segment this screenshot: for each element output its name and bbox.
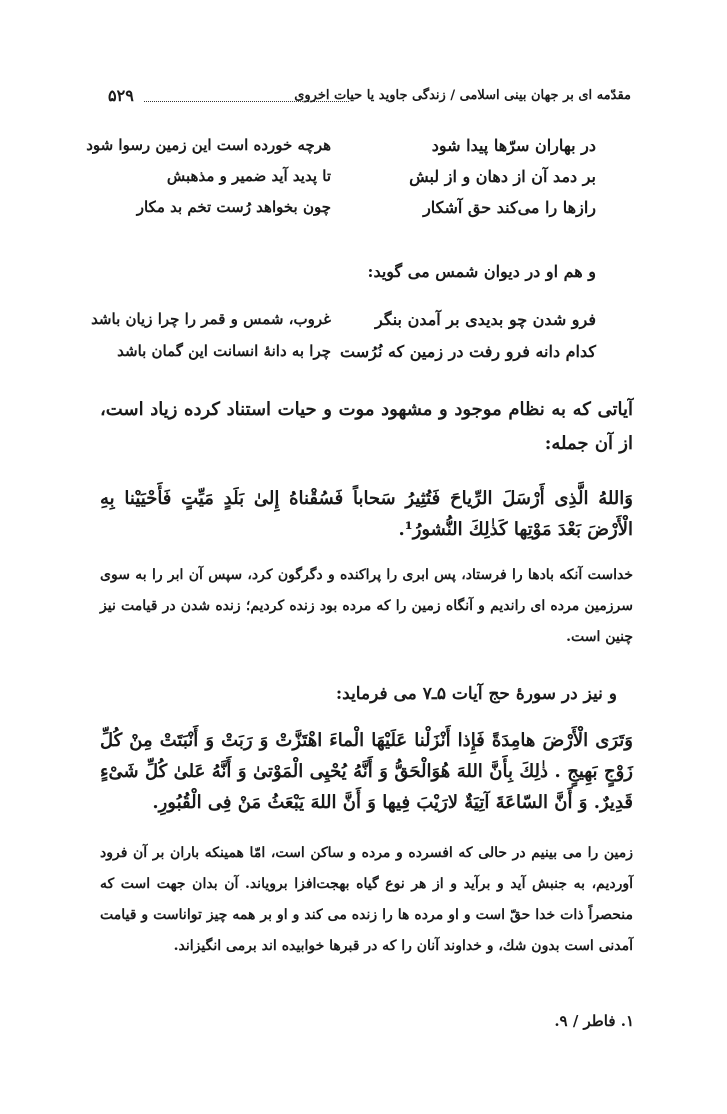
running-header-title: مقدّمه ای بر جهان بینی اسلامی / زندگی جاوید یا حیات اخروی [294,88,631,103]
poem-2-hemistich-2: چرا به دانهٔ انسانت این گمان باشد [117,342,331,360]
verse-hajj-translation: زمین را می بینیم در حالی که افسرده و مرده و ساکن است، امّا همینکه باران بر آن فرود آوردیم، به جنبش آید و برآید و از هر نوع گیاه بهجت‌افزا برویاند. آن بدان جهت است که منحصراً ذات خدا حقّ است و او مرده ها را زنده می کند و او بر همه چیز تواناست و قیامت آمدنی است بدون شك، و خداوند آنان را که در قبرها خوابیده اند برمی انگیزاند. [100,845,633,954]
poem-1-couplet-3 [110,198,596,228]
poem-1 [86,136,596,231]
poem-2 [91,310,596,372]
poem-1-couplet-1 [86,136,596,166]
running-header [108,84,631,112]
poem-2-couplet-2 [110,342,596,372]
poem-1-hemistich-1: رازها را می‌کند حق آشکار [423,198,596,217]
poem-2-hemistich-1: فرو شدن چو بدیدی بر آمدن بنگر [375,310,596,329]
paragraph-hajj-intro: و نیز در سورهٔ حج آیات ۵ـ۷ می فرماید: [335,684,617,704]
poem-2-hemistich-1: کدام دانه فرو رفت در زمین که نُرُست [340,342,596,361]
paragraph-verses-intro: آیاتی که به نظام موجود و مشهود موت و حیات استناد کرده زیاد است، از آن جمله: [100,399,633,454]
poem-2-intro: و هم او در دیوان شمس می گوید: [367,262,596,281]
verse-fatir-translation: خداست آنکه بادها را فرستاد، پس ابری را پراکنده و دگرگون کرد، سپس آن ابر را به سوی سرزمین مرده ای راندیم و آنگاه زمین را که مرده بود زنده کردیم؛ زنده شدن در قیامت نیز چنین است. [100,567,633,645]
header-dotted-rule [144,101,349,102]
poem-1-hemistich-1: در بهاران سرّها پیدا شود [431,136,596,155]
poem-2-hemistich-2: غروب، شمس و قمر را چرا زیان باشد [91,310,331,328]
quran-verse-hajj: وَتَرَی الْأَرْضَ هامِدَةً فَإِذا أَنْزَلْنا عَلَیْهَا الْماءَ اهْتَزَّتْ وَ رَبَتْ وَ أَنْبَتَتْ مِنْ كُلِّ زَوْجٍ بَهِیجٍ . ذٰلِكَ بِأَنَّ اللهَ هُوَالْحَقُّ وَ أَنَّهُ یُحْیِی الْمَوْتیٰ وَ أَنَّهُ عَلیٰ كُلِّ شَیْءٍ قَدِیرٌ. وَ أَنَّ السّاعَةَ آتِیَةٌ لارَیْبَ فِیها وَ أَنَّ اللهَ یَبْعَثُ مَنْ فِی الْقُبُورِ. [100,730,634,813]
quran-verse-fatir: وَاللهُ الَّذِی أَرْسَلَ الرِّیاحَ فَتُثِیرُ سَحاباً فَسُقْناهُ إِلیٰ بَلَدٍ مَیِّتٍ فَأَحْیَیْنا بِهِ الْأَرْضَ بَعْدَ مَوْتِها کَذٰلِكَ النُّشورُ¹. [100,488,633,540]
page-number: ۵۲۹ [108,86,134,105]
poem-1-hemistich-2: تا پدید آید ضمیر و مذهبش [166,167,331,185]
poem-1-hemistich-2: چون بخواهد رُست تخم بد مکار [136,198,331,216]
poem-1-couplet-2 [110,167,596,197]
footnote: ۱. فاطر / ۹. [554,1012,634,1030]
poem-2-couplet-1 [91,310,596,340]
poem-1-hemistich-1: بر دمد آن از دهان و از لبش [409,167,596,186]
poem-1-hemistich-2: هرچه خورده است این زمین رسوا شود [86,136,331,154]
